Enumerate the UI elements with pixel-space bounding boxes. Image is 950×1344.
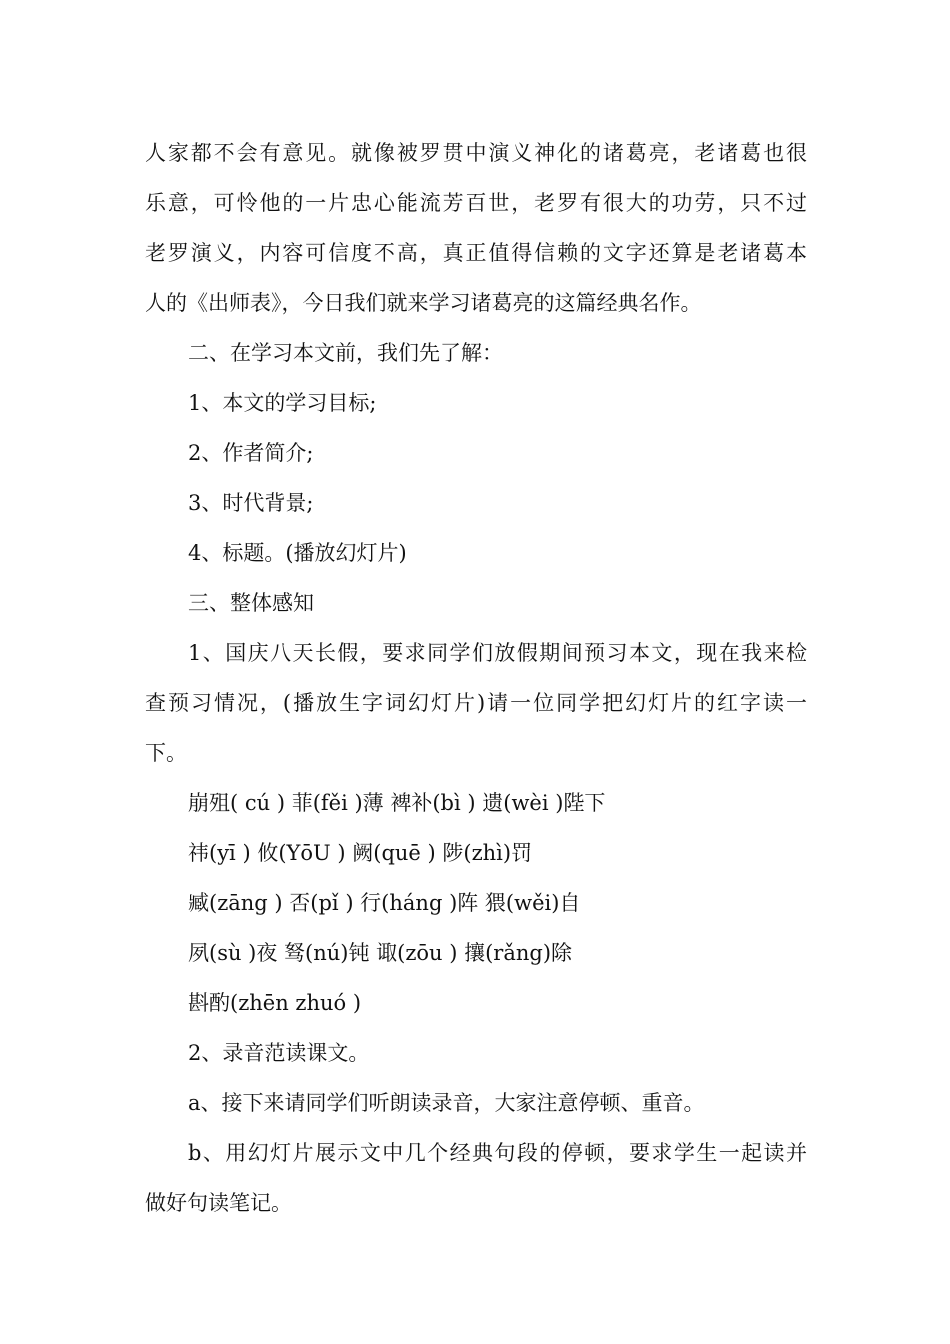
section-three-item1-line-3: 下。 <box>145 741 187 765</box>
pinyin-line-2: 祎(yī ) 攸(YōU ) 阙(quē ) 陟(zhì)罚 <box>188 841 533 865</box>
pinyin-line-4: 夙(sù )夜 驽(nú)钝 诹(zōu ) 攘(rǎng)除 <box>188 941 573 965</box>
section-three-item1-line-2: 查预习情况，(播放生字词幻灯片)请一位同学把幻灯片的红字读一 <box>145 691 807 715</box>
pinyin-line-5: 斟酌(zhēn zhuó ) <box>188 991 362 1015</box>
section-two-item-2: 2、作者简介; <box>188 441 314 465</box>
pinyin-line-3: 臧(zāng ) 否(pǐ ) 行(háng )阵 猥(wěi)自 <box>188 891 581 915</box>
intro-line-1: 人家都不会有意见。就像被罗贯中演义神化的诸葛亮，老诸葛也很 <box>145 141 807 165</box>
section-three-item-2a: a、接下来请同学们听朗读录音，大家注意停顿、重音。 <box>188 1091 705 1115</box>
section-two-heading: 二、在学习本文前，我们先了解： <box>188 341 503 365</box>
intro-line-4: 人的《出师表》，今日我们就来学习诸葛亮的这篇经典名作。 <box>145 291 702 315</box>
intro-line-2: 乐意，可怜他的一片忠心能流芳百世，老罗有很大的功劳，只不过 <box>145 191 807 215</box>
section-two-item-1: 1、本文的学习目标; <box>188 391 377 415</box>
pinyin-line-1: 崩殂( cú ) 菲(fěi )薄 裨补(bì ) 遗(wèi )陛下 <box>188 791 606 815</box>
section-three-item-2: 2、录音范读课文。 <box>188 1041 370 1065</box>
intro-line-3: 老罗演义，内容可信度不高，真正值得信赖的文字还算是老诸葛本 <box>145 241 807 265</box>
page-content <box>145 128 807 1228</box>
section-two-item-3: 3、时代背景; <box>188 491 314 515</box>
section-three-item-2b-line-2: 做好句读笔记。 <box>145 1191 292 1215</box>
section-three-item1-line-1: 1、国庆八天长假，要求同学们放假期间预习本文，现在我来检 <box>188 641 807 665</box>
section-three-heading: 三、整体感知 <box>188 591 314 615</box>
section-two-item-4: 4、标题。(播放幻灯片) <box>188 541 407 565</box>
section-three-item-2b-line-1: b、用幻灯片展示文中几个经典句段的停顿，要求学生一起读并 <box>188 1141 807 1165</box>
